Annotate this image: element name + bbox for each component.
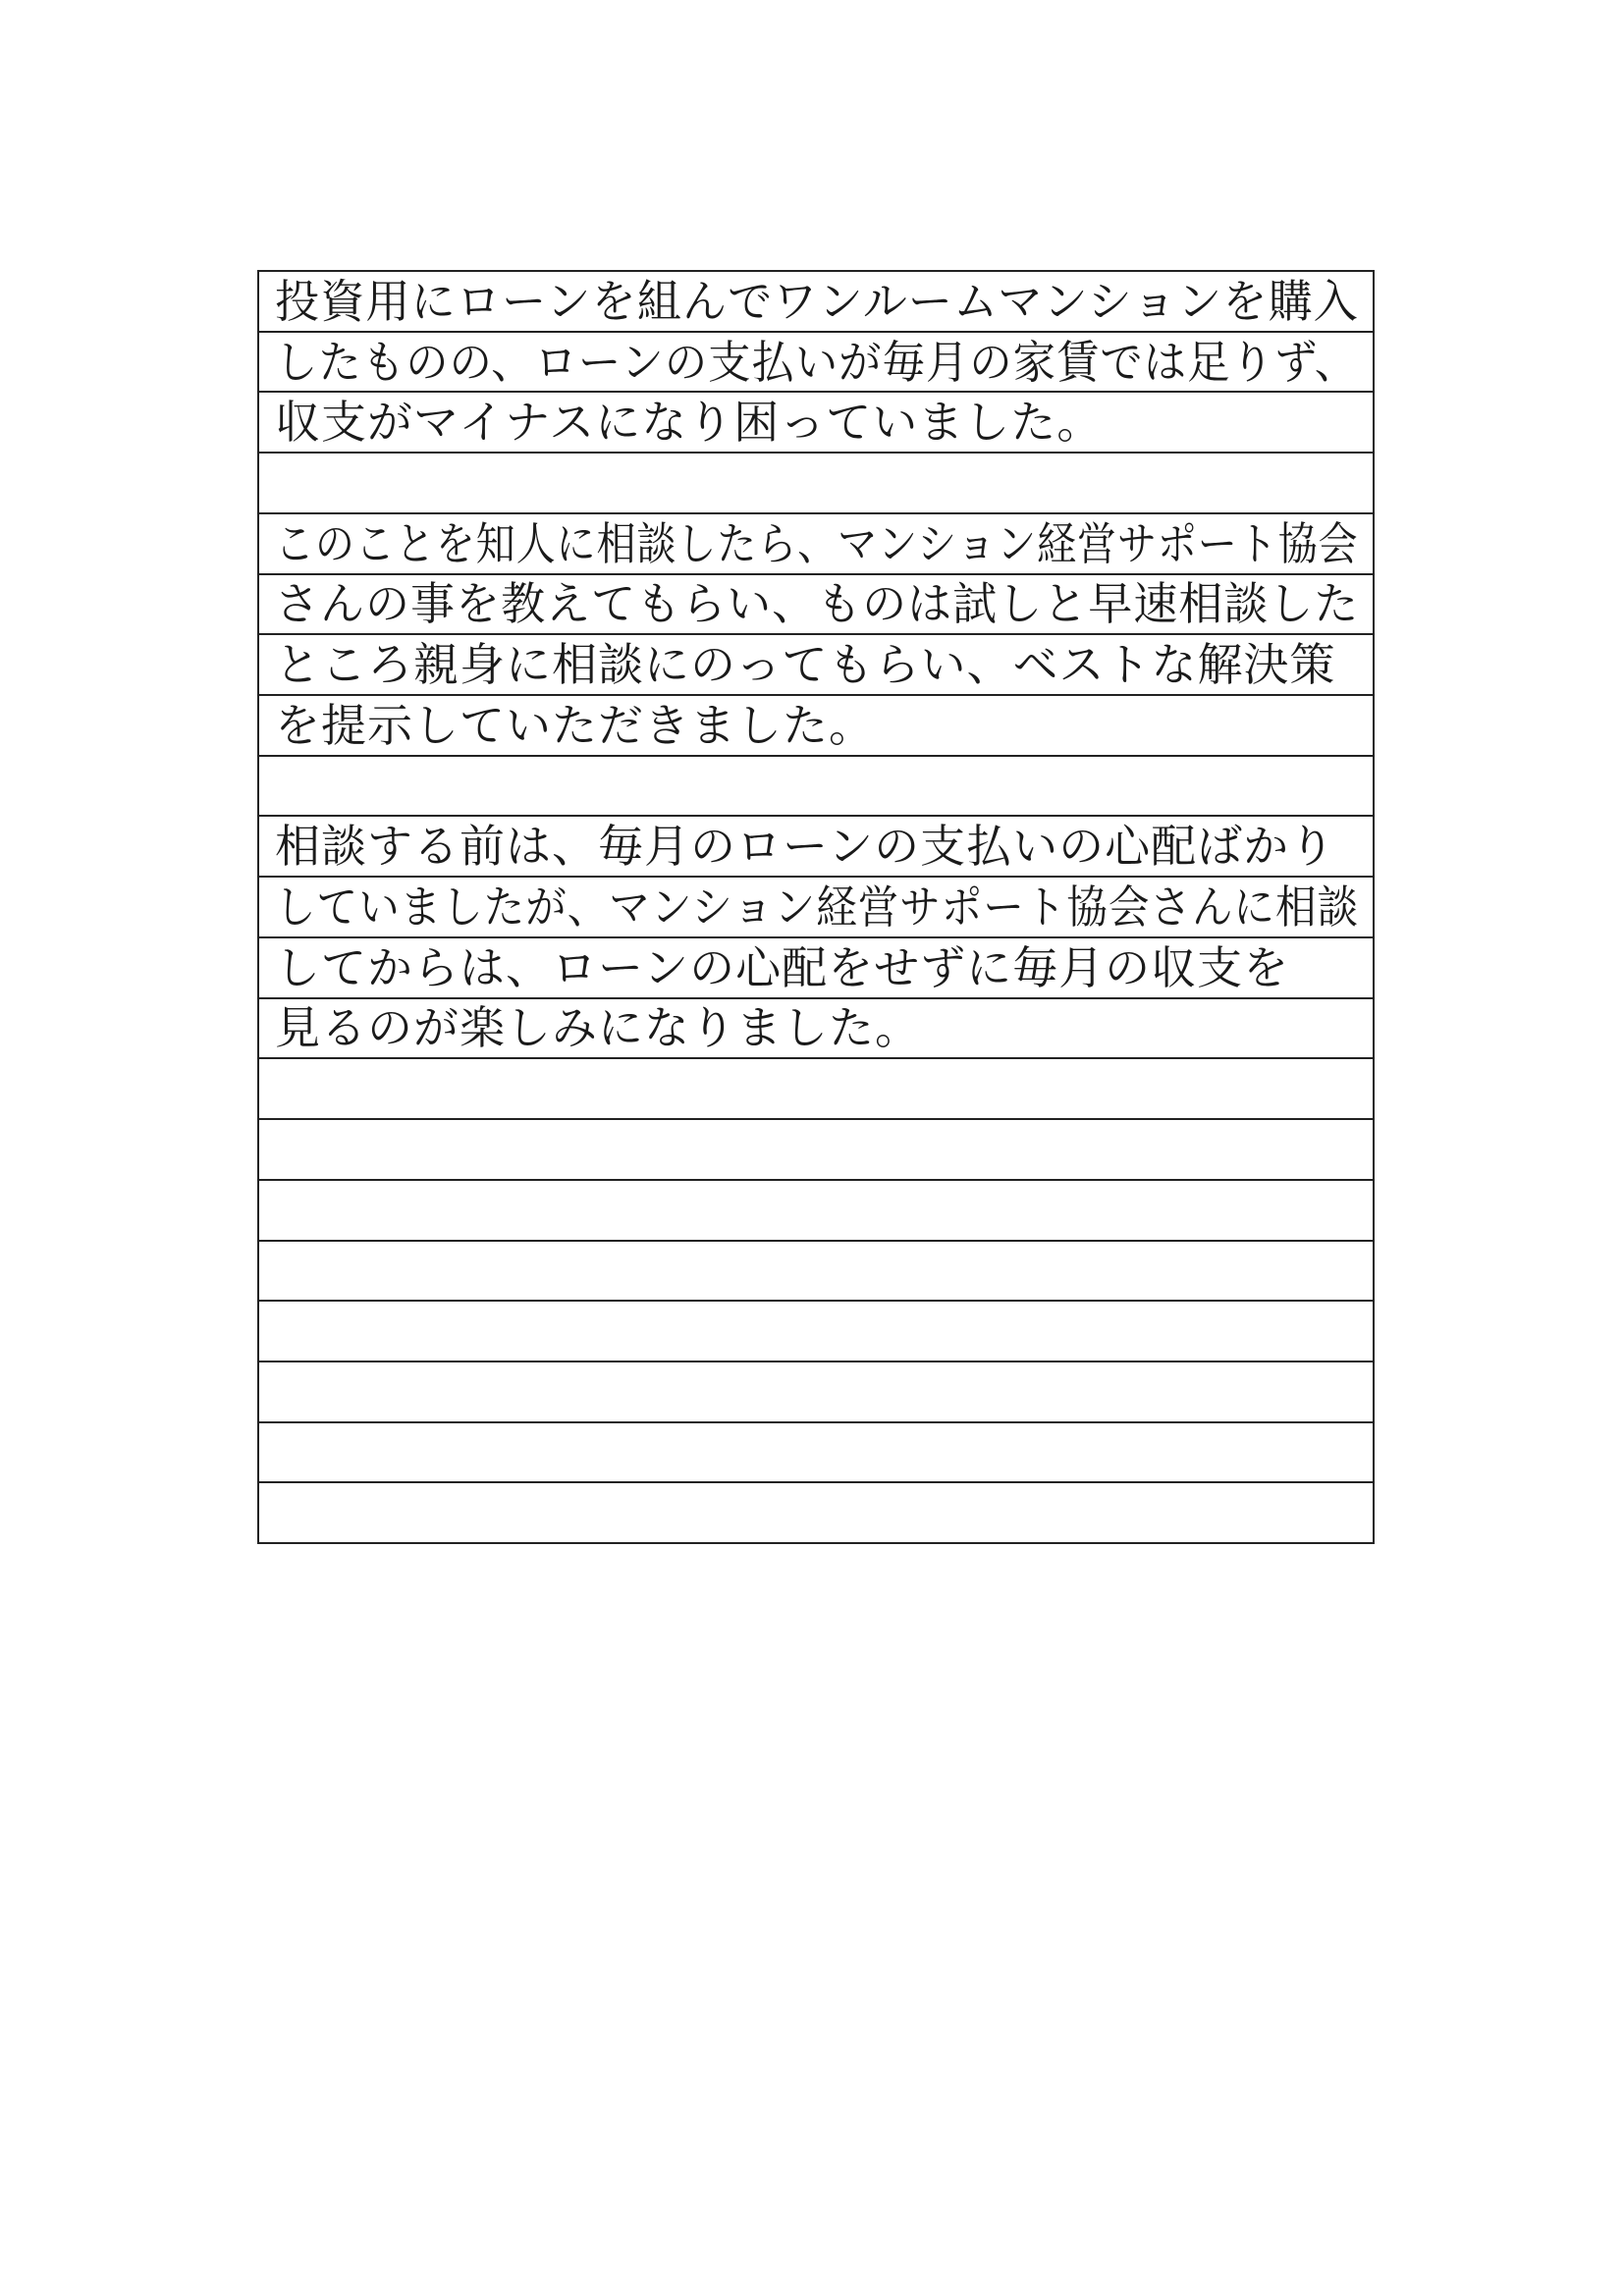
handwritten-lined-sheet	[257, 270, 1375, 1544]
handwritten-text-line: さんの事を教えてもらい、ものは試しと早速相談した	[275, 577, 1360, 631]
handwritten-text-line: このことを知人に相談したら、マンション経営サポート協会	[275, 516, 1359, 570]
ruled-line	[259, 635, 1373, 696]
ruled-line	[259, 1362, 1373, 1423]
ruled-line	[259, 938, 1373, 999]
handwritten-text-line: してからは、ローンの心配をせずに毎月の収支を	[275, 940, 1290, 994]
handwritten-text-line: を提示していただきました。	[275, 698, 875, 752]
ruled-line	[259, 1242, 1373, 1303]
ruled-line	[259, 757, 1373, 818]
handwritten-text-line: 投資用にローンを組んでワンルームマンションを購入	[275, 274, 1359, 328]
ruled-line	[259, 393, 1373, 454]
ruled-line	[259, 999, 1373, 1060]
handwritten-text-line: ところ親身に相談にのってもらい、ベストな解決策	[275, 638, 1336, 692]
ruled-line	[259, 575, 1373, 636]
ruled-line	[259, 878, 1373, 938]
ruled-line	[259, 696, 1373, 757]
ruled-line	[259, 1120, 1373, 1181]
ruled-line	[259, 333, 1373, 394]
handwritten-text-line: 収支がマイナスになり困っていました。	[275, 396, 1104, 450]
ruled-line	[259, 817, 1373, 878]
ruled-line	[259, 1483, 1373, 1542]
handwritten-text-line: 相談する前は、毎月のローンの支払いの心配ばかり	[275, 820, 1336, 874]
handwritten-text-line: したものの、ローンの支払いが毎月の家賃では足りず、	[275, 335, 1359, 389]
ruled-line	[259, 1302, 1373, 1362]
ruled-line	[259, 1059, 1373, 1120]
handwritten-text-line: していましたが、マンション経営サポート協会さんに相談	[275, 881, 1360, 934]
ruled-line	[259, 272, 1373, 333]
ruled-line	[259, 514, 1373, 575]
ruled-line	[259, 1181, 1373, 1242]
ruled-line	[259, 1423, 1373, 1484]
handwritten-text-line: 見るのが楽しみになりました。	[275, 1001, 921, 1055]
ruled-line	[259, 454, 1373, 514]
